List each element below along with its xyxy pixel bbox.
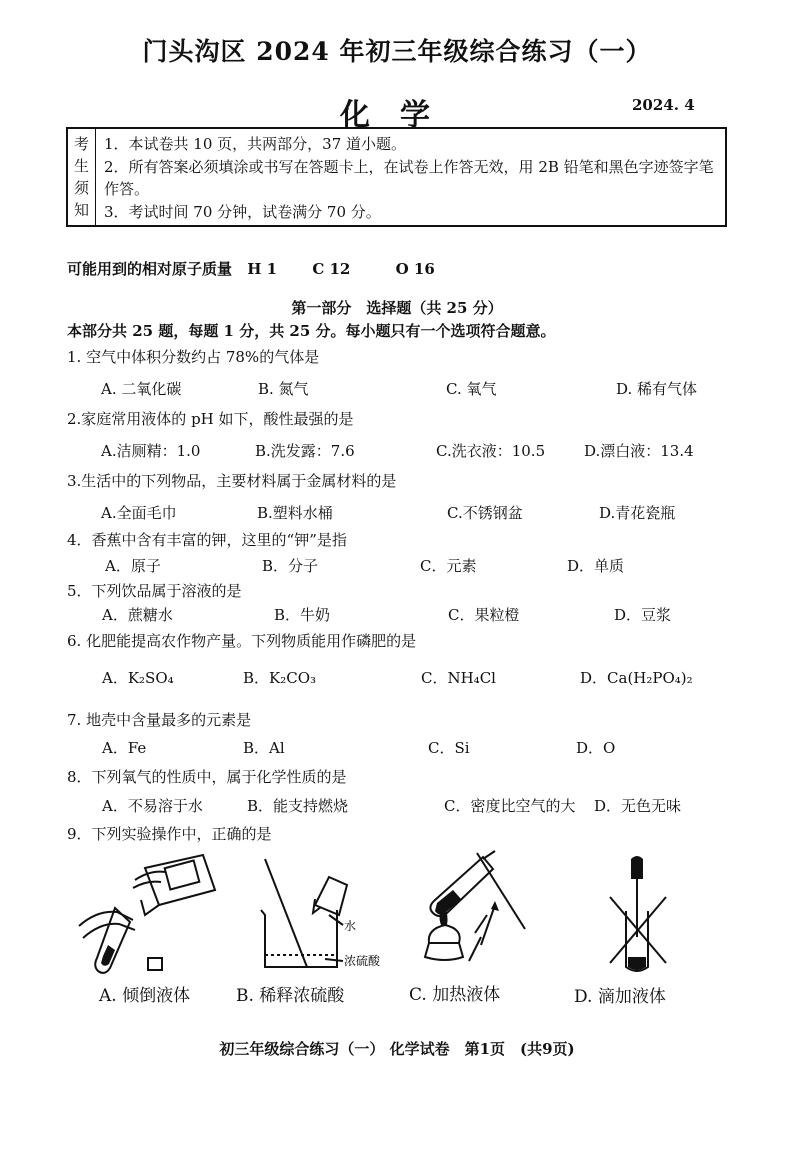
- option-c: C．果粒橙: [448, 606, 520, 624]
- question-stem: 6. 化肥能提高农作物产量。下列物质能用作磷肥的是: [67, 632, 417, 650]
- question-stem: 3.生活中的下列物品，主要材料属于金属材料的是: [67, 472, 397, 490]
- option-d: D．O: [576, 739, 616, 757]
- option-c: C．Si: [428, 739, 470, 757]
- option-b: B．分子: [262, 557, 319, 575]
- question-stem: 7. 地壳中含量最多的元素是: [67, 711, 252, 729]
- atomic-mass-c: C 12: [312, 260, 351, 278]
- option-d: D．Ca(H₂PO₄)₂: [580, 669, 693, 687]
- notice-body: [104, 133, 719, 223]
- option-b: B．牛奶: [274, 606, 331, 624]
- candidate-notice-box: [66, 127, 727, 227]
- option-c-caption: C. 加热液体: [409, 985, 501, 1005]
- notice-item: 2．所有答案必须填涂或书写在答题卡上，在试卷上作答无效，用 2B 铅笔和黑色字迹签字笔作答。: [104, 157, 714, 198]
- atomic-masses-label: 可能用到的相对原子质量: [67, 260, 233, 278]
- option-d: D. 稀有气体: [616, 380, 698, 398]
- water-label: 水: [344, 919, 357, 933]
- dropping-liquid-figure: [600, 855, 680, 975]
- option-a: A．不易溶于水: [102, 797, 203, 815]
- section-instructions: 本部分共 25 题，每题 1 分，共 25 分。每小题只有一个选项符合题意。: [67, 322, 556, 340]
- notice-item: 1．本试卷共 10 页，共两部分，37 道小题。: [104, 135, 407, 153]
- heating-liquid-figure: [415, 845, 535, 973]
- notice-label-cell: [68, 129, 96, 225]
- option-c: C．NH₄Cl: [421, 669, 496, 687]
- exam-date: 2024. 4: [632, 96, 695, 114]
- option-b: B．K₂CO₃: [243, 669, 317, 687]
- option-d: D.青花瓷瓶: [599, 504, 676, 522]
- option-c: C．元素: [420, 557, 477, 575]
- notice-label: 考生须知: [73, 135, 89, 219]
- subject-title: 化学: [340, 98, 460, 133]
- atomic-mass-h: H 1: [247, 260, 278, 278]
- option-b: B．能支持燃烧: [247, 797, 349, 815]
- option-a: A. 二氧化碳: [101, 380, 182, 398]
- option-a: A.洁厕精：1.0: [101, 442, 201, 460]
- exam-title: 门头沟区 2024 年初三年级综合练习（一）: [142, 37, 652, 66]
- option-a: A．Fe: [102, 739, 147, 757]
- option-a: A．原子: [105, 557, 161, 575]
- option-a-caption: A. 倾倒液体: [99, 986, 191, 1006]
- option-c: C．密度比空气的大: [444, 797, 576, 815]
- pouring-liquid-figure: [75, 850, 225, 975]
- question-stem: 1. 空气中体积分数约占 78%的气体是: [67, 348, 320, 366]
- question-stem: 4．香蕉中含有丰富的钾，这里的“钾”是指: [67, 531, 347, 549]
- option-a: A．蔗糖水: [102, 606, 173, 624]
- option-b-caption: B. 稀释浓硫酸: [236, 986, 345, 1006]
- option-b: B．Al: [243, 739, 285, 757]
- section-title: 第一部分 选择题（共 25 分）: [291, 299, 503, 317]
- option-a: A．K₂SO₄: [102, 669, 174, 687]
- question-stem: 8．下列氧气的性质中，属于化学性质的是: [67, 768, 347, 786]
- question-stem: 2.家庭常用液体的 pH 如下，酸性最强的是: [67, 410, 354, 428]
- option-c: C.洗衣液：10.5: [436, 442, 546, 460]
- option-c: C.不锈钢盆: [447, 504, 523, 522]
- atomic-mass-o: O 16: [395, 260, 435, 278]
- option-d: D．单质: [567, 557, 625, 575]
- dilute-acid-figure: [255, 855, 381, 973]
- option-a: A.全面毛巾: [101, 504, 177, 522]
- option-c: C. 氧气: [446, 380, 497, 398]
- option-b: B.洗发露：7.6: [255, 442, 355, 460]
- page-footer: 初三年级综合练习（一） 化学试卷 第1页 (共9页): [219, 1040, 575, 1058]
- option-b: B. 氮气: [258, 380, 309, 398]
- option-b: B.塑料水桶: [257, 504, 333, 522]
- option-d: D．无色无味: [594, 797, 682, 815]
- option-d: D.漂白液：13.4: [584, 442, 694, 460]
- option-d-caption: D. 滴加液体: [574, 987, 666, 1007]
- option-d: D．豆浆: [614, 606, 672, 624]
- question-stem: 9．下列实验操作中，正确的是: [67, 825, 272, 843]
- question-stem: 5．下列饮品属于溶液的是: [67, 582, 242, 600]
- atomic-masses: [67, 258, 435, 279]
- acid-label: 浓硫酸: [344, 954, 381, 968]
- notice-item: 3．考试时间 70 分钟，试卷满分 70 分。: [104, 202, 381, 221]
